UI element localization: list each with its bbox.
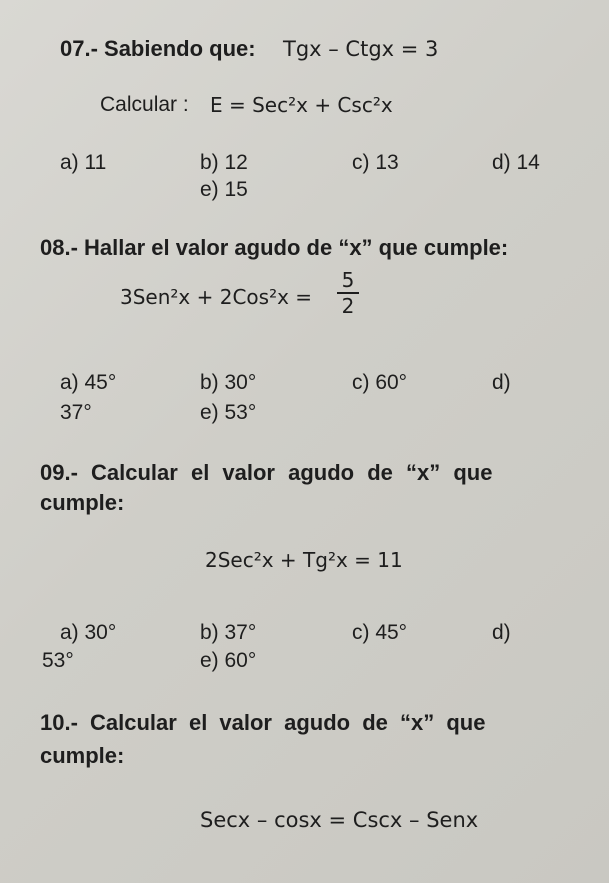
- problem-07-option-c: c) 13: [352, 151, 399, 174]
- problem-09-option-e: e) 60°: [200, 649, 257, 672]
- problem-08-header: 08.- Hallar el valor agudo de “x” que cumple:: [40, 235, 509, 260]
- problem-07-option-b: b) 12: [200, 151, 248, 174]
- problem-09-option-d: d): [492, 621, 511, 644]
- problem-08-fraction: [337, 270, 359, 316]
- problem-09-option-c: c) 45°: [352, 621, 408, 644]
- problem-08-option-d-value: 37°: [60, 401, 92, 424]
- problem-10-header-line1: 10.- Calcular el valor agudo de “x” que: [40, 710, 486, 735]
- problem-08-option-c: c) 60°: [352, 371, 408, 394]
- problem-09-header-line2: cumple:: [40, 490, 125, 515]
- problem-07-header: 07.- Sabiendo que:: [60, 36, 256, 61]
- problem-07-option-e: e) 15: [200, 178, 248, 201]
- problem-09-option-b: b) 37°: [200, 621, 257, 644]
- problem-08-option-b: b) 30°: [200, 371, 257, 394]
- problem-09-equation: 2Sec²x + Tg²x = 11: [205, 548, 403, 572]
- problem-08-fraction-denominator: 2: [341, 294, 355, 318]
- problem-07-option-d: d) 14: [492, 151, 540, 174]
- problem-10-header-line2: cumple:: [40, 743, 125, 768]
- problem-07-option-a: a) 11: [60, 151, 107, 174]
- problem-08-option-e: e) 53°: [200, 401, 257, 424]
- problem-09-header-line1: 09.- Calcular el valor agudo de “x” que: [40, 460, 493, 485]
- problem-08-fraction-numerator: 5: [341, 268, 355, 292]
- problem-07-calc-label: Calcular :: [100, 93, 189, 116]
- problem-09-option-d-value: 53°: [42, 649, 74, 672]
- problem-08-equation-left: 3Sen²x + 2Cos²x =: [120, 285, 313, 309]
- problem-08-option-a: a) 45°: [60, 371, 117, 394]
- problem-08-option-d: d): [492, 371, 511, 394]
- problem-09-option-a: a) 30°: [60, 621, 117, 644]
- problem-07-given: Tgx – Ctgx = 3: [283, 37, 439, 61]
- problem-10-equation: Secx – cosx = Cscx – Senx: [200, 808, 479, 832]
- problem-07-calc-expr: E = Sec²x + Csc²x: [210, 93, 393, 117]
